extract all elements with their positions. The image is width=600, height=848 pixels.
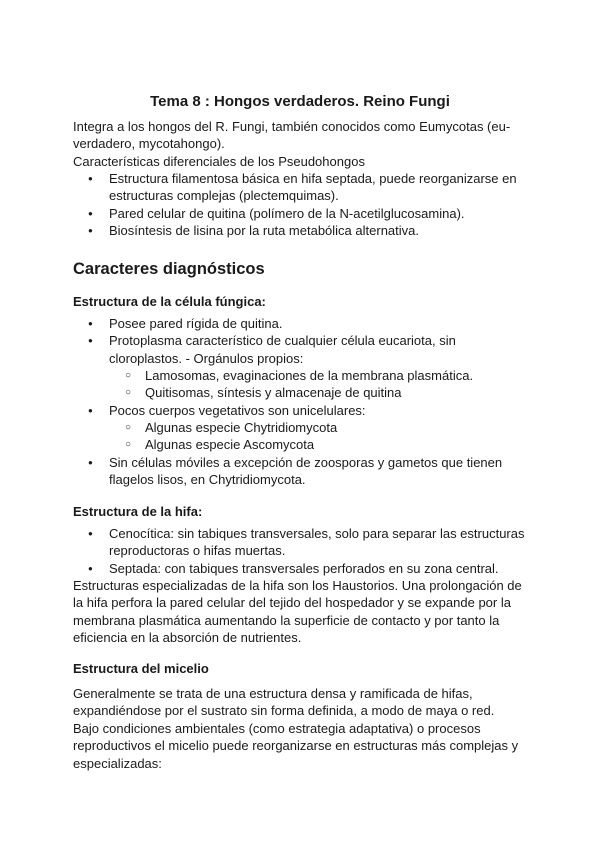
cell-list-3 — [109, 454, 527, 489]
intro-paragraph: Integra a los hongos del R. Fungi, también conocidos como Eumycotas (eu-verdadero, mycotahongo). — [73, 119, 511, 152]
unicellular-list — [145, 419, 525, 454]
list-item: ● Estructura filamentosa básica en hifa septada, puede reorganizarse en estructuras complejas (plectemquimas). — [109, 170, 527, 205]
list-item: ● Cenocítica: sin tabiques transversales, solo para separar las estructuras reproductoras o hifas muertas. — [109, 525, 527, 560]
organelles-list — [145, 367, 525, 402]
list-item: ○ Quitisomas, síntesis y almacenaje de quitina — [145, 384, 525, 401]
cell-list — [109, 315, 527, 367]
list-item: ● Posee pared rígida de quitina. — [109, 315, 527, 332]
hifa-list — [109, 525, 527, 577]
micelio-paragraph-2: Bajo condiciones ambientales (como estrategia adaptativa) o procesos reproductivos el micelio puede reorganizarse en estructuras más complejas y especializadas: — [73, 721, 519, 771]
page-title: Tema 8 : Hongos verdaderos. Reino Fungi — [150, 93, 450, 110]
list-item: ● Septada: con tabiques transversales perforados en su zona central. — [109, 560, 527, 577]
list-item: ● Pocos cuerpos vegetativos son unicelulares: — [109, 402, 527, 419]
cell-heading: Estructura de la célula fúngica: — [73, 294, 266, 309]
list-item: ● Pared celular de quitina (polímero de la N-acetilglucosamina). — [109, 205, 527, 222]
cell-list-2 — [109, 402, 527, 419]
list-item: ○ Lamosomas, evaginaciones de la membrana plasmática. — [145, 367, 525, 384]
section-heading: Caracteres diagnósticos — [73, 260, 265, 278]
list-item: ○ Algunas especie Chytridiomycota — [145, 419, 525, 436]
micelio-heading: Estructura del micelio — [73, 661, 209, 676]
hifa-heading: Estructura de la hifa: — [73, 504, 203, 519]
hifa-paragraph: Estructuras especializadas de la hifa son los Haustorios. Una prolongación de la hifa perfora la pared celular del tejido del hospedador y se expande por la membrana plasmática aumentando la superficie de contacto y por tanto la eficiencia en la absorción de nutrientes. — [73, 578, 522, 646]
intro-list — [109, 170, 527, 240]
intro-subtitle: Características diferenciales de los Pseudohongos — [73, 154, 365, 169]
list-item: ○ Algunas especie Ascomycota — [145, 436, 525, 453]
micelio-paragraph-1: Generalmente se trata de una estructura densa y ramificada de hifas, expandiéndose por el sustrato sin forma definida, a modo de maya o red. — [73, 686, 495, 719]
list-item: ● Sin células móviles a excepción de zoosporas y gametos que tienen flagelos lisos, en Chytridiomycota. — [109, 454, 527, 489]
list-item: ● Biosíntesis de lisina por la ruta metabólica alternativa. — [109, 222, 527, 239]
list-item: ● Protoplasma característico de cualquier célula eucariota, sin cloroplastos. - Orgánulos propios: — [109, 332, 527, 367]
